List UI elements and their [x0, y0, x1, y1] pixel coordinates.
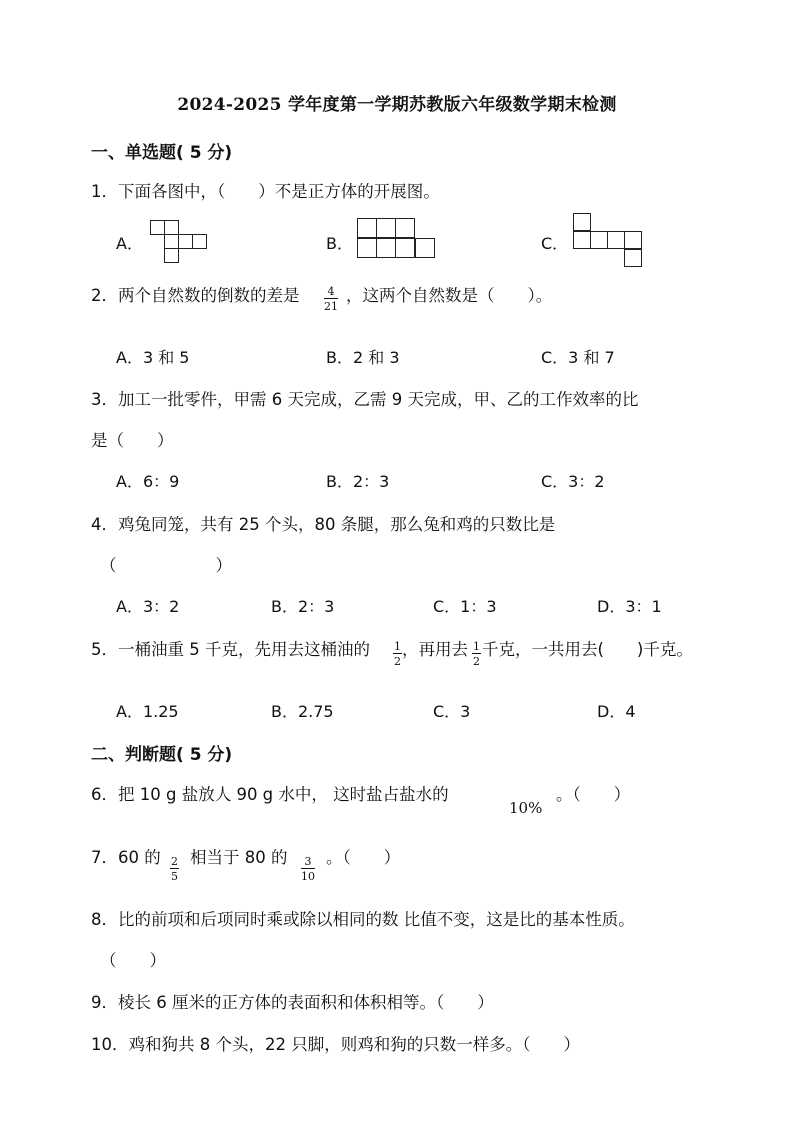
q7-fraction-1: 2 5 [171, 855, 178, 883]
q2-option-a[interactable]: A．3 和 5 [116, 348, 190, 367]
question-4-line-2: （ ） [100, 556, 232, 575]
question-5-text-mid: ，再用去 [402, 640, 468, 659]
q2-option-c[interactable]: C．3 和 7 [541, 348, 615, 367]
q5-option-c[interactable]: C．3 [433, 702, 471, 721]
question-5-text-end: 千克，一共用去( )千克。 [482, 640, 693, 659]
question-7-text: 7．60 的 [91, 848, 161, 867]
q2-fraction-denominator: 21 [324, 300, 338, 313]
question-8-line-2: （ ） [100, 951, 166, 970]
q3-option-b[interactable]: B．2：3 [326, 472, 390, 491]
question-5-text: 5．一桶油重 5 千克，先用去这桶油的 [91, 640, 370, 659]
q5-fraction-1: 1 2 [394, 640, 401, 668]
question-7-text-end: 。（ ） [326, 848, 401, 867]
q1-option-a[interactable]: A． [116, 234, 143, 253]
question-1: 1．下面各图中，（ ）不是正方体的开展图。 [91, 182, 440, 201]
question-3-line-2: 是（ ） [91, 431, 174, 450]
section-true-false: 二、判断题( 5 分) [91, 745, 233, 765]
q5-option-a[interactable]: A．1.25 [116, 702, 179, 721]
q4-option-b[interactable]: B．2：3 [271, 597, 335, 616]
question-6-text-end: 。（ ） [556, 785, 631, 804]
q6-percent: 10% [509, 799, 543, 817]
q4-option-a[interactable]: A．3：2 [116, 597, 180, 616]
q5-fraction-2: 1 2 [473, 640, 480, 668]
q1-option-c[interactable]: C． [541, 234, 569, 253]
q5-option-d[interactable]: D．4 [597, 702, 636, 721]
question-4-line-1: 4．鸡兔同笼，共有 25 个头，80 条腿，那么兔和鸡的只数比是 [91, 515, 556, 534]
q1-option-b[interactable]: B． [326, 234, 353, 253]
question-7-text-mid: 相当于 80 的 [190, 848, 288, 867]
question-2-text: 2．两个自然数的倒数的差是 [91, 286, 300, 305]
question-2-text-end: ，这两个自然数是（ ）。 [346, 286, 553, 305]
q4-option-d[interactable]: D．3：1 [597, 597, 662, 616]
question-10: 10．鸡和狗共 8 个头，22 只脚，则鸡和狗的只数一样多。（ ） [91, 1035, 580, 1054]
q3-option-a[interactable]: A．6：9 [116, 472, 180, 491]
section-single-choice: 一、单选题( 5 分) [91, 143, 233, 163]
question-3-line-1: 3．加工一批零件，甲需 6 天完成，乙需 9 天完成，甲、乙的工作效率的比 [91, 390, 639, 409]
q2-option-b[interactable]: B．2 和 3 [326, 348, 400, 367]
q2-fraction-numerator: 4 [327, 285, 335, 298]
q3-option-c[interactable]: C．3：2 [541, 472, 605, 491]
page-title: 2024-2025 学年度第一学期苏教版六年级数学期末检测 [177, 95, 617, 115]
question-6-text: 6．把 10 g 盐放人 90 g 水中， 这时盐占盐水的 [91, 785, 449, 804]
q2-fraction [324, 286, 338, 312]
q7-fraction-2: 3 10 [301, 855, 315, 883]
q4-option-c[interactable]: C．1：3 [433, 597, 497, 616]
q5-option-b[interactable]: B．2.75 [271, 702, 334, 721]
question-9: 9．棱长 6 厘米的正方体的表面积和体积相等。（ ） [91, 993, 494, 1012]
question-8-line-1: 8．比的前项和后项同时乘或除以相同的数 比值不变，这是比的基本性质。 [91, 910, 635, 929]
